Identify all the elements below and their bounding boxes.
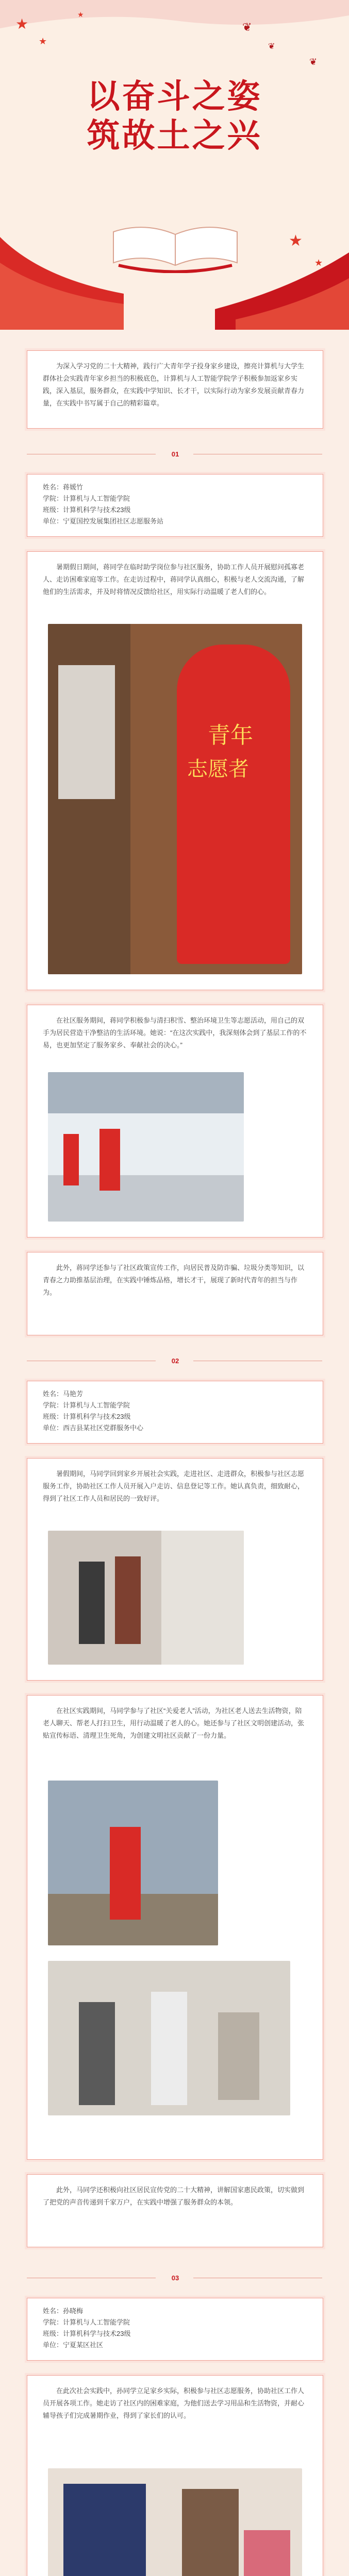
top-ribbon — [0, 0, 349, 36]
story-card — [27, 1005, 323, 1238]
volunteer-figure — [110, 1827, 141, 1920]
child-figure — [244, 2530, 290, 2576]
tutoring-photo — [48, 2468, 302, 2576]
intro-card — [27, 350, 323, 429]
building-row — [48, 1072, 244, 1113]
person-figure — [79, 2002, 115, 2105]
community-visit-photo — [48, 1531, 244, 1665]
red-wave-left — [0, 216, 124, 330]
info-line: 学院：计算机与人工智能学院 — [43, 1401, 130, 1409]
star-icon: ★ — [314, 258, 323, 268]
bird-icon: ❦ — [309, 57, 318, 67]
volunteer-figure — [99, 1129, 120, 1191]
page-title-line2: 筑故土之兴 — [87, 116, 262, 155]
info-line: 姓名：蒋媛竹 — [43, 483, 84, 491]
story-card — [27, 1252, 323, 1335]
stairs — [161, 1531, 244, 1665]
person-figure — [79, 1562, 105, 1644]
story-card — [27, 1695, 323, 2160]
info-line: 单位：宁夏国控发展集团社区志愿服务站 — [43, 517, 164, 525]
page-title-line1: 以奋斗之姿 — [87, 77, 262, 116]
info-line: 学院：计算机与人工智能学院 — [43, 2318, 130, 2326]
elderly-person — [58, 665, 115, 799]
story-paragraph: 此外，马同学还积极向社区居民宣传党的二十大精神，讲解国家惠民政策，切实做到了把党的声音传递到千家万户，在实践中增强了服务群众的本领。 — [43, 2186, 305, 2206]
person-figure — [115, 1556, 141, 1644]
star-icon: ★ — [289, 232, 303, 249]
info-line: 班级：计算机科学与技术23级 — [43, 2330, 131, 2337]
star-icon: ★ — [39, 36, 47, 46]
story-paragraph: 在社区实践期间，马同学参与了社区“关爱老人”活动，为社区老人送去生活物资，陪老人聊天、帮老人打扫卫生，用行动温暖了老人的心。她还参与了社区文明创建活动，张贴宣传标语、清理卫生死角，为创建文明社区贡献了一份力量。 — [43, 1707, 305, 1739]
section-divider — [27, 2267, 322, 2293]
vest-text: 志愿者 — [187, 757, 249, 781]
info-line: 学院：计算机与人工智能学院 — [43, 495, 130, 502]
section-number: 03 — [171, 2274, 179, 2282]
volunteer-figure — [63, 1134, 79, 1185]
student-info-card — [27, 474, 323, 537]
info-line: 单位：西吉县某社区党群服务中心 — [43, 1424, 144, 1432]
story-card — [27, 1458, 323, 1681]
section-number: 02 — [171, 1357, 179, 1365]
bird-icon: ❦ — [268, 42, 275, 51]
star-icon: ★ — [15, 16, 29, 32]
volunteer-vest — [177, 645, 290, 964]
intro-text: 为深入学习党的二十大精神，践行广大青年学子投身家乡建设，擦亮计算机与大学生群体社会实践青年家乡担当的积极底色，计算机与人工智能学院学子积极参加返家乡实践，深入基层，服务群众，在实践中学知识、长才干，以实际行动为家乡发展贡献青春力量，在实践中书写属于自己的精彩篇章。 — [43, 362, 305, 407]
person-figure — [151, 1992, 187, 2105]
info-line: 姓名：马艳芳 — [43, 1390, 84, 1398]
vest-text: 青年 — [208, 722, 253, 749]
star-icon: ★ — [77, 10, 84, 19]
cleaning-photo — [48, 1961, 290, 2115]
story-paragraph: 在社区服务期间，蒋同学积极参与清扫积雪、整治环境卫生等志愿活动，用自己的双手为居民营造干净整洁的生活环境。她说：“在这次实践中，我深刻体会到了基层工作的不易，也更加坚定了服务家乡、奉献社会的决心。” — [43, 1016, 307, 1049]
story-paragraph: 暑期假日期间，蒋同学在临时助学岗位参与社区服务，协助工作人员开展慰问孤寡老人、走访困难家庭等工作。在走访过程中，蒋同学认真细心，积极与老人交流沟通，了解他们的生活需求，并及时将情况反馈给社区，用实际行动温暖了老人们的心。 — [43, 563, 305, 596]
story-card — [27, 551, 323, 990]
story-paragraph: 在此次社会实践中，孙同学立足家乡实际，积极参与社区志愿服务，协助社区工作人员开展各项工作。她走访了社区内的困难家庭，为他们送去学习用品和生活物资，并耐心辅导孩子们完成暑期作业，得到了家长们的认可。 — [43, 2387, 305, 2419]
student-info-card — [27, 2298, 323, 2361]
section-number: 01 — [171, 450, 179, 458]
info-line: 单位：宁夏某区社区 — [43, 2341, 104, 2349]
story-card — [27, 2375, 323, 2576]
snow-clearing-photo — [48, 1072, 244, 1222]
section-divider — [27, 443, 322, 469]
story-card — [27, 2174, 323, 2247]
info-line: 班级：计算机科学与技术23级 — [43, 506, 131, 514]
info-line: 班级：计算机科学与技术23级 — [43, 1413, 131, 1420]
story-paragraph: 此外，蒋同学还参与了社区政策宣传工作，向居民普及防诈骗、垃圾分类等知识，以青春之力助推基层治理，在实践中锤炼品格，增长才干，展现了新时代青年的担当与作为。 — [43, 1264, 305, 1296]
volunteer-figure — [182, 2489, 239, 2576]
student-info-card — [27, 1381, 323, 1444]
header-banner — [0, 0, 349, 330]
volunteer-photo — [48, 624, 302, 974]
red-wave-right — [215, 242, 349, 330]
elderly-visit-photo — [48, 1781, 218, 1945]
section-divider — [27, 1350, 322, 1376]
story-paragraph: 暑假期间，马同学回到家乡开展社会实践，走进社区、走进群众，积极参与社区志愿服务工作，协助社区工作人员开展入户走访、信息登记等工作。她认真负责，细致耐心，得到了社区工作人员和居民的一致好评。 — [43, 1470, 305, 1502]
table — [218, 2012, 259, 2100]
info-line: 姓名：孙晓梅 — [43, 2307, 84, 2315]
student-figure — [63, 2484, 146, 2576]
bird-icon: ❦ — [242, 21, 252, 33]
